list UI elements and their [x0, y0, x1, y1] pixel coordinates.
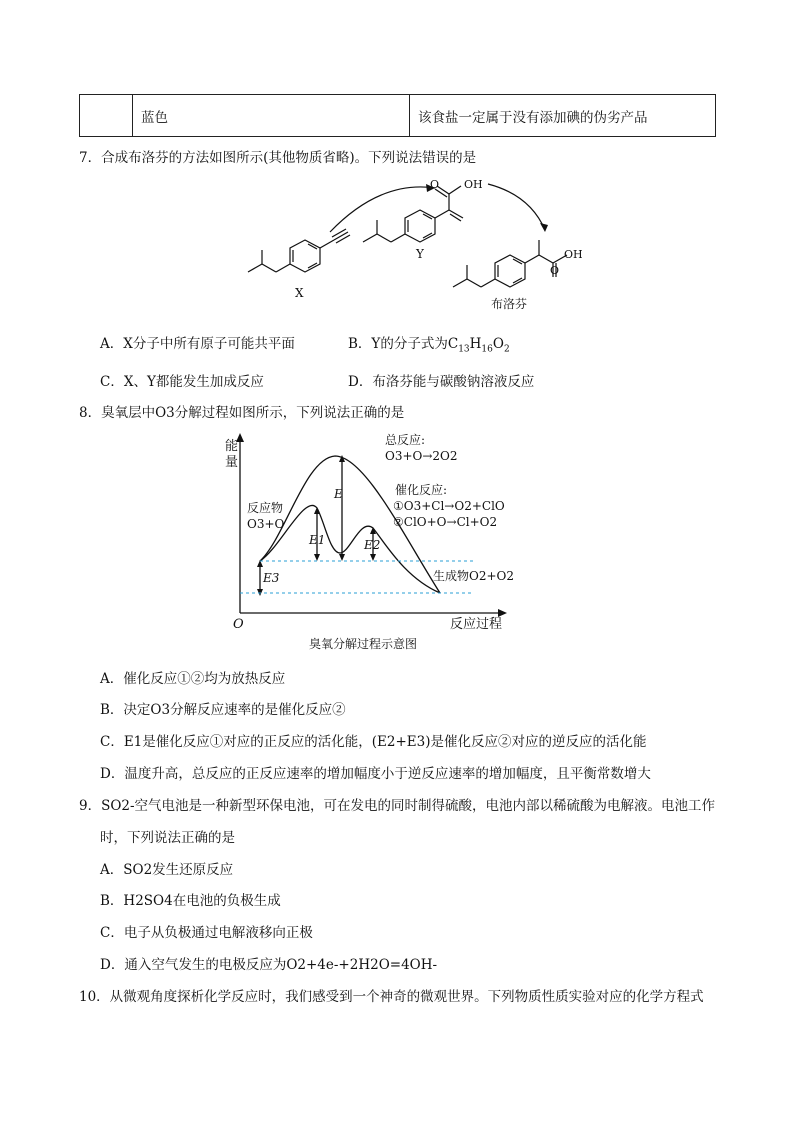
ibuprofen-synthesis-diagram: [230, 170, 600, 315]
answer-table: [79, 94, 716, 137]
q8-option-b: B．决定O3分解反应速率的是催化反应②: [100, 702, 346, 718]
q8-option-a: A．催化反应①②均为放热反应: [100, 671, 286, 687]
q7-option-b: [348, 332, 510, 355]
table-cell-color: 蓝色: [133, 95, 410, 137]
q9-option-c: C．电子从负极通过电解液移向正极: [100, 925, 313, 941]
reactants-label: 反应物: [247, 501, 284, 515]
total-eq: O3+O→2O2: [385, 449, 458, 463]
q10-stem: 10．从微观角度探析化学反应时，我们感受到一个神奇的微观世界。下列物质性质实验对应的化学方程式: [79, 989, 704, 1005]
q7-option-a: A．X分子中所有原子可能共平面: [100, 336, 295, 352]
xlabel: 反应过程: [450, 617, 503, 632]
total-title: 总反应:: [385, 433, 426, 447]
e1-label: E1: [309, 533, 326, 547]
table-row: [80, 95, 716, 137]
ylabel-1: 能: [225, 439, 239, 454]
cat-2: ②ClO+O→Cl+O2: [393, 515, 498, 529]
q7-option-d: D．布洛芬能与碳酸钠溶液反应: [348, 374, 535, 390]
q9-stem-line2: 时，下列说法正确的是: [100, 830, 235, 846]
q9-stem-line1: 9．SO2-空气电池是一种新型环保电池，可在发电的同时制得硫酸，电池内部以稀硫酸为电解液。电池工作: [79, 798, 716, 814]
q7-option-c: C．X、Y都能发生加成反应: [100, 374, 264, 390]
label-oh-product: OH: [564, 248, 583, 261]
label-x: X: [295, 286, 304, 300]
origin-label: O: [233, 617, 244, 632]
q9-option-a: A．SO2发生还原反应: [100, 862, 234, 878]
label-ibuprofen: 布洛芬: [491, 297, 528, 311]
e3-label: E3: [263, 571, 280, 585]
diagram-caption: 臭氧分解过程示意图: [309, 637, 418, 651]
arrow-2: [488, 184, 545, 230]
q7-option-b-formula: $C_{13}H_{16}O_2$: [447, 336, 510, 355]
label-o-product: O: [550, 264, 560, 277]
table-cell-empty: [80, 95, 133, 137]
reactants-formula: O3+O: [247, 517, 285, 531]
q8-option-d: D．温度升高，总反应的正反应速率的增加幅度小于逆反应速率的增加幅度，且平衡常数增大: [100, 766, 651, 782]
products-label: 生成物O2+O2: [433, 569, 515, 583]
q8-option-c: C．E1是催化反应①对应的正反应的活化能，(E2+E3)是催化反应②对应的逆反应的活化能: [100, 734, 647, 750]
q9-option-b: B．H2SO4在电池的负极生成: [100, 893, 281, 909]
molecule-x: [248, 229, 350, 272]
label-o: O: [430, 178, 440, 191]
label-y: Y: [416, 247, 424, 261]
label-oh-y: OH: [464, 178, 483, 191]
energy-diagram: [225, 428, 525, 653]
molecule-y: [363, 186, 463, 242]
q8-stem: 8．臭氧层中O3分解过程如图所示，下列说法正确的是: [79, 405, 405, 421]
q9-option-d: D．通入空气发生的电极反应为O2+4e-+2H2O=4OH-: [100, 957, 438, 973]
cat-1: ①O3+Cl→O2+ClO: [393, 499, 505, 513]
q7-stem: 7．合成布洛芬的方法如图所示(其他物质省略)。下列说法错误的是: [79, 150, 477, 166]
arrow-2-head: [540, 223, 548, 232]
table-cell-conclusion: 该食盐一定属于没有添加碘的伪劣产品: [410, 95, 716, 137]
e-label: E: [334, 487, 343, 501]
e2-label: E2: [364, 538, 381, 552]
q7-option-b-text: B．Y的分子式为: [348, 336, 448, 352]
ylabel-2: 量: [225, 455, 239, 470]
arrow-1: [330, 187, 435, 232]
cat-title: 催化反应:: [395, 483, 448, 497]
